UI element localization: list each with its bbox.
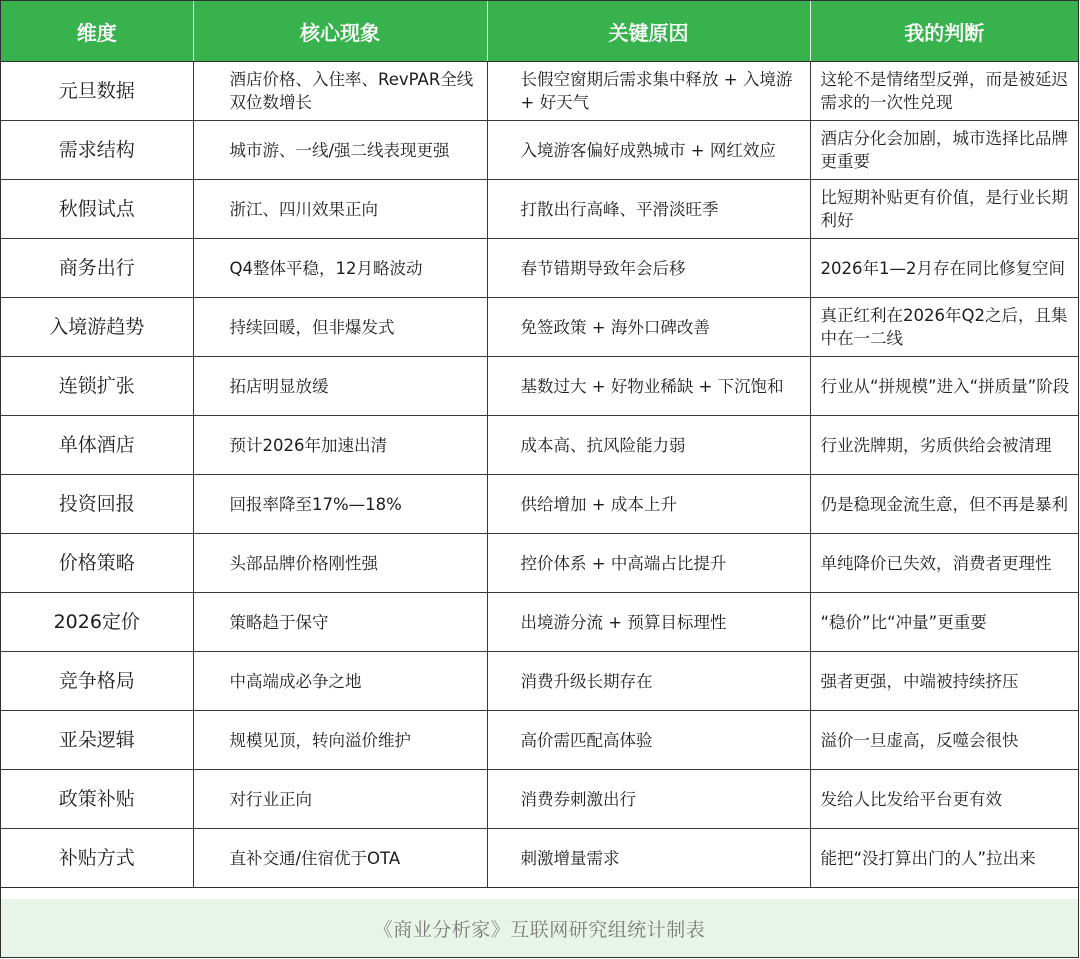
cell-reason: 长假空窗期后需求集中释放 + 入境游 + 好天气 [487, 62, 810, 121]
cell-judgment: 能把“没打算出门的人”拉出来 [810, 829, 1078, 888]
cell-dimension: 单体酒店 [1, 416, 193, 475]
cell-phenomenon: 城市游、一线/强二线表现更强 [193, 121, 487, 180]
cell-dimension: 价格策略 [1, 534, 193, 593]
cell-dimension: 元旦数据 [1, 62, 193, 121]
cell-phenomenon: 回报率降至17%—18% [193, 475, 487, 534]
cell-phenomenon: 策略趋于保守 [193, 593, 487, 652]
cell-judgment: 发给人比发给平台更有效 [810, 770, 1078, 829]
table-row [1, 62, 1078, 121]
cell-phenomenon: 头部品牌价格刚性强 [193, 534, 487, 593]
cell-dimension: 补贴方式 [1, 829, 193, 888]
cell-reason: 免签政策 + 海外口碑改善 [487, 298, 810, 357]
table-row [1, 770, 1078, 829]
source-footer: 《商业分析家》互联网研究组统计制表 [1, 899, 1078, 957]
cell-judgment: 比短期补贴更有价值，是行业长期利好 [810, 180, 1078, 239]
header-reason: 关键原因 [487, 1, 810, 62]
table-row [1, 652, 1078, 711]
cell-reason: 供给增加 + 成本上升 [487, 475, 810, 534]
table-header-row [1, 1, 1078, 62]
cell-dimension: 需求结构 [1, 121, 193, 180]
cell-phenomenon: 持续回暖，但非爆发式 [193, 298, 487, 357]
cell-dimension: 入境游趋势 [1, 298, 193, 357]
cell-reason: 控价体系 + 中高端占比提升 [487, 534, 810, 593]
table-row [1, 121, 1078, 180]
header-judgment: 我的判断 [810, 1, 1078, 62]
cell-phenomenon: 酒店价格、入住率、RevPAR全线双位数增长 [193, 62, 487, 121]
analysis-table [1, 1, 1078, 888]
table-row [1, 357, 1078, 416]
cell-phenomenon: Q4整体平稳，12月略波动 [193, 239, 487, 298]
header-phenomenon: 核心现象 [193, 1, 487, 62]
cell-dimension: 政策补贴 [1, 770, 193, 829]
cell-judgment: 行业从“拼规模”进入“拼质量”阶段 [810, 357, 1078, 416]
cell-phenomenon: 对行业正向 [193, 770, 487, 829]
cell-judgment: 这轮不是情绪型反弹，而是被延迟需求的一次性兑现 [810, 62, 1078, 121]
cell-phenomenon: 直补交通/住宿优于OTA [193, 829, 487, 888]
table-row [1, 239, 1078, 298]
cell-judgment: 酒店分化会加剧，城市选择比品牌更重要 [810, 121, 1078, 180]
cell-reason: 入境游客偏好成熟城市 + 网红效应 [487, 121, 810, 180]
cell-dimension: 2026定价 [1, 593, 193, 652]
cell-judgment: 仍是稳现金流生意，但不再是暴利 [810, 475, 1078, 534]
table-row [1, 298, 1078, 357]
cell-judgment: 强者更强，中端被持续挤压 [810, 652, 1078, 711]
table-row [1, 711, 1078, 770]
cell-phenomenon: 预计2026年加速出清 [193, 416, 487, 475]
cell-reason: 打散出行高峰、平滑淡旺季 [487, 180, 810, 239]
cell-reason: 消费升级长期存在 [487, 652, 810, 711]
table-row [1, 180, 1078, 239]
cell-judgment: 行业洗牌期，劣质供给会被清理 [810, 416, 1078, 475]
table-row [1, 416, 1078, 475]
cell-reason: 消费券刺激出行 [487, 770, 810, 829]
cell-reason: 出境游分流 + 预算目标理性 [487, 593, 810, 652]
cell-reason: 成本高、抗风险能力弱 [487, 416, 810, 475]
cell-dimension: 竞争格局 [1, 652, 193, 711]
header-dimension: 维度 [1, 1, 193, 62]
cell-phenomenon: 浙江、四川效果正向 [193, 180, 487, 239]
cell-dimension: 秋假试点 [1, 180, 193, 239]
table-row [1, 593, 1078, 652]
cell-phenomenon: 拓店明显放缓 [193, 357, 487, 416]
cell-phenomenon: 规模见顶，转向溢价维护 [193, 711, 487, 770]
cell-dimension: 连锁扩张 [1, 357, 193, 416]
cell-dimension: 商务出行 [1, 239, 193, 298]
cell-reason: 基数过大 + 好物业稀缺 + 下沉饱和 [487, 357, 810, 416]
cell-reason: 春节错期导致年会后移 [487, 239, 810, 298]
cell-judgment: 2026年1—2月存在同比修复空间 [810, 239, 1078, 298]
table-row [1, 475, 1078, 534]
table-row [1, 534, 1078, 593]
cell-judgment: 单纯降价已失效，消费者更理性 [810, 534, 1078, 593]
cell-judgment: 溢价一旦虚高，反噬会很快 [810, 711, 1078, 770]
cell-phenomenon: 中高端成必争之地 [193, 652, 487, 711]
cell-reason: 刺激增量需求 [487, 829, 810, 888]
cell-judgment: “稳价”比“冲量”更重要 [810, 593, 1078, 652]
cell-dimension: 亚朵逻辑 [1, 711, 193, 770]
table-row [1, 829, 1078, 888]
cell-judgment: 真正红利在2026年Q2之后，且集中在一二线 [810, 298, 1078, 357]
cell-dimension: 投资回报 [1, 475, 193, 534]
cell-reason: 高价需匹配高体验 [487, 711, 810, 770]
